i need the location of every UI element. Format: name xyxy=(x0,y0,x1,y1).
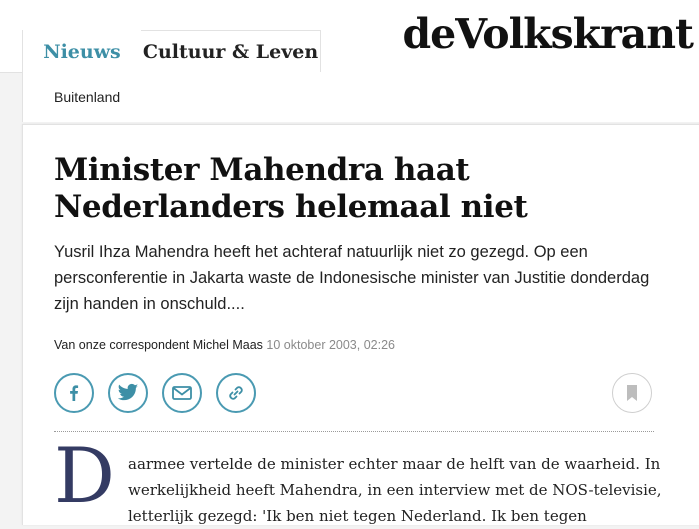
bookmark-button[interactable] xyxy=(612,373,652,413)
article-card xyxy=(22,124,699,525)
share-link-button[interactable] xyxy=(216,373,256,413)
article-intro: Yusril Ihza Mahendra heeft het achteraf natuurlijk niet zo gezegd. Op een persconferentie in Jakarta waste de Indonesische minister van Justitie donderdag zijn handen in onschuld.... xyxy=(54,243,650,313)
body-line: aarmee vertelde de minister echter maar de helft van de waarheid. In xyxy=(128,455,661,473)
body-line: werkelijkheid heeft Mahendra, in een interview met de NOS-televisie, xyxy=(128,481,662,499)
drop-cap: D xyxy=(54,431,115,520)
section-subnav xyxy=(22,72,699,122)
article-divider xyxy=(54,431,654,432)
headline-line: Minister Mahendra haat xyxy=(54,152,470,188)
twitter-icon xyxy=(117,383,139,403)
share-mail-button[interactable] xyxy=(162,373,202,413)
subnav-item-buitenland[interactable]: Buitenland xyxy=(54,89,121,105)
facebook-icon xyxy=(64,383,84,403)
article-body xyxy=(128,451,662,529)
share-twitter-button[interactable] xyxy=(108,373,148,413)
link-icon xyxy=(226,383,246,403)
tab-cultuur-leven[interactable]: Cultuur & Leven xyxy=(141,30,321,72)
tab-nieuws[interactable]: Nieuws xyxy=(22,30,142,73)
share-facebook-button[interactable] xyxy=(54,373,94,413)
mail-icon xyxy=(172,385,192,401)
headline-line: Nederlanders helemaal niet xyxy=(54,189,528,225)
article-byline xyxy=(54,338,395,352)
article-headline xyxy=(54,152,654,226)
body-line: letterlijk gezegd: 'Ik ben niet tegen Nederland. Ik ben tegen xyxy=(128,507,587,525)
site-logo[interactable]: deVolkskrant xyxy=(402,10,693,58)
bookmark-icon xyxy=(625,384,639,402)
publish-date: 10 oktober 2003, 02:26 xyxy=(266,338,395,352)
author: Van onze correspondent Michel Maas xyxy=(54,338,263,352)
top-navigation xyxy=(0,0,699,73)
